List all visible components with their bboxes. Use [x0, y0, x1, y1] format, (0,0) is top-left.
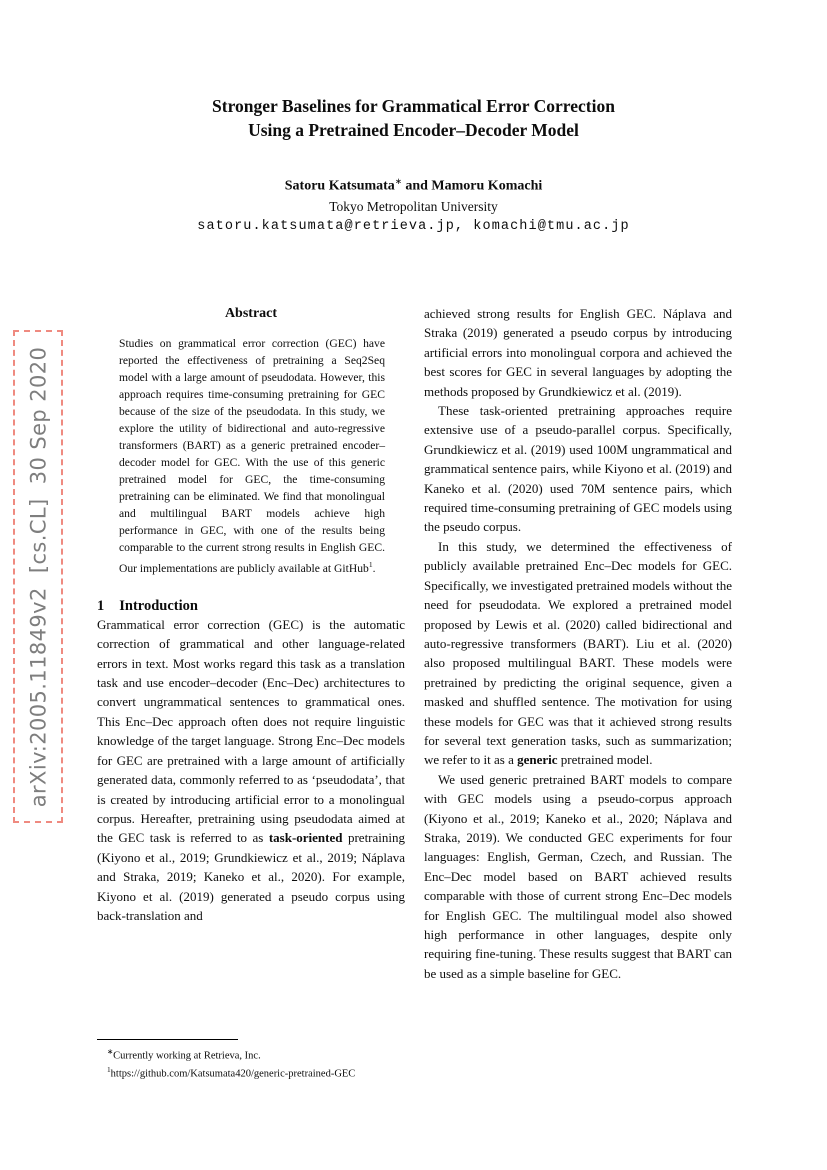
- abstract-body: Studies on grammatical error correction (GEC) have reported the effectiveness of pretraining a Seq2Seq model with a large amount of pseudodata. However, this approach requires time-consuming pretraining for GEC because of the size of the pseudodata. In this study, we explore the utility of bidirectional and auto-regressive transformers (BART) as a generic pretrained encoder–decoder model for GEC. With the use of this generic pretrained model for GEC, the time-consuming pretraining can be eliminated. We find that monolingual and multilingual BART models achieve high performance in GEC, with one of the results being comparable to the current strong results in English GEC. Our implementations are publicly available at GitHub: [119, 337, 385, 575]
- abstract-text: [119, 335, 385, 577]
- section-1-number: 1: [97, 597, 105, 614]
- author-line: [0, 176, 827, 195]
- paper-title-line-2: Using a Pretrained Encoder–Decoder Model: [248, 120, 579, 140]
- abstract-github-footnote-marker: 1: [368, 560, 373, 569]
- section-1-title: Introduction: [119, 597, 198, 614]
- left-column: [97, 304, 405, 983]
- intro-paragraph-3: [424, 537, 732, 770]
- intro-p3-text: In this study, we determined the effectiveness of publicly available pretrained Enc–Dec models for GEC. Specifically, we investigated pretrained models without the need for pseudodata. We explored a pretrained model proposed by Lewis et al. (2020) called bidirectional and auto-regressive transformers (BART). Liu et al. (2020) also proposed multilingual BART. These models were pretrained by predicting the original sequence, given a masked and shuffled sentence. The motivation for using these models for GEC was that it achieved strong results for several text generation tasks, such as summarization; we refer to it as a: [424, 538, 732, 768]
- paper-title: [0, 94, 827, 142]
- author-1: Satoru Katsumata: [284, 178, 395, 194]
- author-connector: and: [401, 178, 432, 194]
- author-1-affiliation-marker: ∗: [394, 177, 402, 186]
- footnote-github-marker: 1: [107, 1065, 111, 1074]
- affiliation: Tokyo Metropolitan University: [329, 199, 498, 214]
- intro-paragraph-1-continued: achieved strong results for English GEC. Náplava and Straka (2019) generated a pseudo corpus by introducing artificial errors into monolingual corpora and achieved the best scores for GEC in several languages by adopting the methods proposed by Grundkiewicz et al. (2019).: [424, 306, 732, 399]
- right-column: [424, 304, 732, 983]
- intro-paragraph-4: We used generic pretrained BART models to compare with GEC models using a pseudo-corpus approach (Kiyono et al., 2019; Kaneko et al., 2020; Náplava and Straka, 2019). We conducted GEC experiments for four languages: English, German, Czech, and Russian. The Enc–Dec model based on BART achieved results comparable with those of current strong Enc–Dec models for English GEC. The multilingual model also showed high performance in other languages, despite only requiring fine-tuning. These results suggest that BART can be used as a simple baseline for GEC.: [424, 771, 732, 981]
- arxiv-id-label: arXiv:2005.11849v2 [cs.CL] 30 Sep 2020: [26, 346, 50, 807]
- author-emails: satoru.katsumata@retrieva.jp, komachi@tmu.ac.jp: [197, 219, 630, 234]
- intro-p1-text: Grammatical error correction (GEC) is the automatic correction of grammatical and other language-related errors in text. Most works regard this task as a translation task and use encoder–decoder (Enc–Dec) architectures to convert ungrammatical sentences to grammatical ones. This Enc–Dec approach often does not require linguistic knowledge of the target language. Strong Enc–Dec models for GEC are pretrained with a large amount of artificially generated data, commonly referred to as ‘pseudodata’, that is created by introducing artificial error to a monolingual corpus. Hereafter, pretraining using pseudodata aimed at the GEC task is referred to as: [97, 616, 405, 846]
- paper-title-line-1: Stronger Baselines for Grammatical Error Correction: [212, 96, 615, 116]
- footnote-github: [97, 1063, 405, 1081]
- abstract-body-end: .: [372, 561, 376, 575]
- intro-p1-text-after: pretraining (Kiyono et al., 2019; Grundkiewicz et al., 2019; Náplava and Straka, 2019; Kaneko et al., 2020). For example, Kiyono et al. (2019) generated a pseudo corpus using back-translation and: [97, 830, 405, 923]
- author-2: Mamoru Komachi: [431, 178, 543, 194]
- arxiv-watermark-box: [13, 330, 63, 823]
- section-1-heading: [97, 598, 405, 615]
- intro-paragraph-2: These task-oriented pretraining approaches require extensive use of a pseudo-parallel corpus. Specifically, Grundkiewicz et al. (2019) used 100M ungrammatical and grammatical sentence pairs, while Kiyono et al. (2019) and Kaneko et al. (2020) used 70M sentence pairs, which required time-consuming pretraining of GEC models using the pseudo corpus.: [424, 403, 732, 535]
- two-column-body: [97, 304, 732, 983]
- intro-p3-text-after: pretrained model.: [557, 752, 653, 768]
- intro-p3-bold-term: generic: [517, 752, 558, 768]
- footnote-affiliation: [97, 1045, 405, 1063]
- footnote-github-url[interactable]: https://github.com/Katsumata420/generic-pretrained-GEC: [110, 1068, 356, 1080]
- footnote-rule: [97, 1039, 238, 1040]
- footnote-affiliation-text: Currently working at Retrieva, Inc.: [113, 1050, 261, 1062]
- abstract-heading: Abstract: [224, 306, 278, 321]
- footnote-affiliation-marker: ∗: [107, 1047, 114, 1056]
- intro-paragraph-1: [97, 615, 405, 926]
- footnote-area: [97, 1039, 405, 1081]
- intro-p1-bold-term: task-oriented: [268, 830, 343, 846]
